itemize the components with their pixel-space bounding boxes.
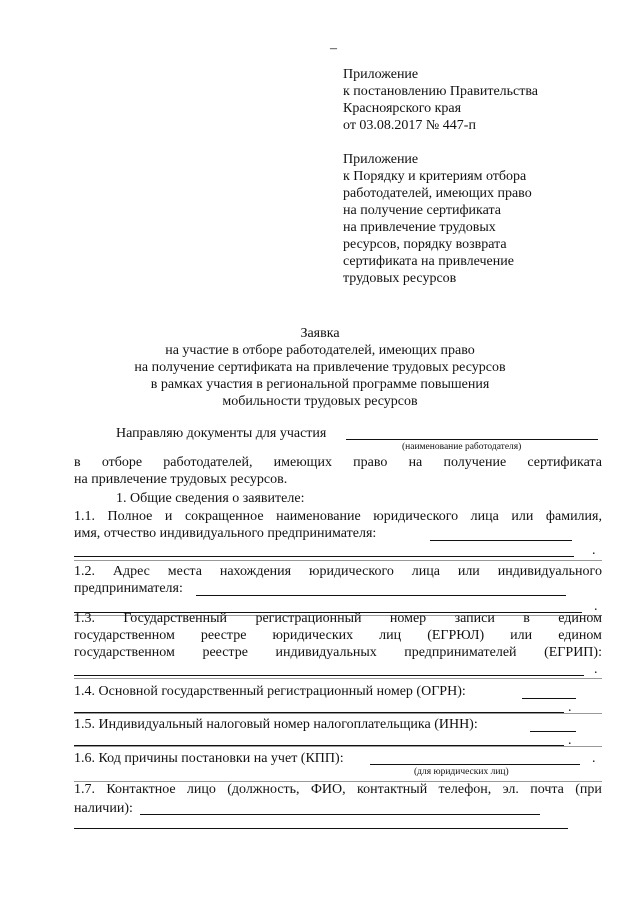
field-1-3-label-line-3: государственном реестре индивидуальных предпринимателей (ЕГРИП): [74, 645, 602, 660]
field-1-2-label-line-2: предпринимателя: [74, 581, 183, 596]
form-subtitle-4: мобильности трудовых ресурсов [222, 394, 418, 409]
divider [74, 713, 602, 714]
field-1-1-input-a[interactable] [430, 540, 572, 541]
field-1-2-input-a[interactable] [196, 595, 566, 596]
field-1-1-end: . [592, 543, 596, 558]
divider [74, 678, 602, 679]
intro-text: Направляю документы для участия [116, 426, 327, 441]
field-1-3-label-line-2: государственном реестре юридических лиц (ЕГРЮЛ) или едином [74, 628, 602, 643]
field-1-3-end: . [594, 662, 598, 677]
form-subtitle-1: на участие в отборе работодателей, имеющих право [165, 343, 475, 358]
form-title: Заявка [300, 326, 340, 341]
appendix-line-4: от 03.08.2017 № 447-п [343, 118, 476, 133]
field-1-7-input-b[interactable] [74, 828, 568, 829]
appendix2-line-6: ресурсов, порядку возврата [343, 237, 507, 252]
section-1-title: 1. Общие сведения о заявителе: [116, 491, 305, 506]
appendix2-line-1: Приложение [343, 152, 419, 167]
appendix2-line-4: на получение сертификата [343, 203, 501, 218]
field-1-6-label: 1.6. Код причины постановки на учет (КПП): [74, 751, 344, 766]
field-1-5-label: 1.5. Индивидуальный налоговый номер налогоплательщика (ИНН): [74, 717, 478, 732]
field-1-5-end: . [568, 733, 572, 748]
field-1-3-label-line-1: 1.3. Государственный регистрационный номер записи в едином [74, 611, 602, 626]
appendix-line-2: к постановлению Правительства [343, 84, 539, 99]
appendix2-line-7: сертификата на привлечение [343, 254, 514, 269]
employer-name-field[interactable] [346, 439, 598, 440]
field-1-7-input-a[interactable] [140, 814, 540, 815]
field-1-6-input[interactable] [370, 764, 580, 765]
field-1-1-label-line-2: имя, отчество индивидуального предпринимателя: [74, 526, 377, 541]
field-1-3-input[interactable] [74, 675, 584, 676]
intro-line-2: в отборе работодателей, имеющих право на получение сертификата [74, 455, 602, 470]
intro-line-3: на привлечение трудовых ресурсов. [74, 472, 288, 487]
appendix-line-1: Приложение [343, 67, 419, 82]
field-1-7-label-line-2: наличии): [74, 801, 133, 816]
field-1-1-label-line-1: 1.1. Полное и сокращенное наименование юридического лица или фамилия, [74, 509, 602, 524]
appendix-line-3: Красноярского края [343, 101, 462, 116]
field-1-1-input-b[interactable] [74, 556, 574, 557]
form-subtitle-2: на получение сертификата на привлечение трудовых ресурсов [134, 360, 506, 375]
top-mark: – [330, 41, 337, 56]
divider [74, 560, 602, 561]
field-1-7-label-line-1: 1.7. Контактное лицо (должность, ФИО, контактный телефон, эл. почта (при [74, 782, 602, 797]
divider [74, 746, 602, 747]
appendix2-line-5: на привлечение трудовых [343, 220, 496, 235]
appendix2-line-2: к Порядку и критериям отбора [343, 169, 527, 184]
field-1-6-hint: (для юридических лиц) [414, 767, 509, 777]
field-1-2-end: . [594, 599, 598, 614]
appendix2-line-8: трудовых ресурсов [343, 271, 457, 286]
field-1-2-label-line-1: 1.2. Адрес места нахождения юридического лица или индивидуального [74, 564, 602, 579]
form-subtitle-3: в рамках участия в региональной программе повышения [150, 377, 490, 392]
field-1-6-end: . [592, 751, 596, 766]
employer-name-hint: (наименование работодателя) [402, 442, 522, 452]
field-1-4-end: . [568, 700, 572, 715]
field-1-4-label: 1.4. Основной государственный регистрационный номер (ОГРН): [74, 684, 466, 699]
appendix2-line-3: работодателей, имеющих право [343, 186, 532, 201]
